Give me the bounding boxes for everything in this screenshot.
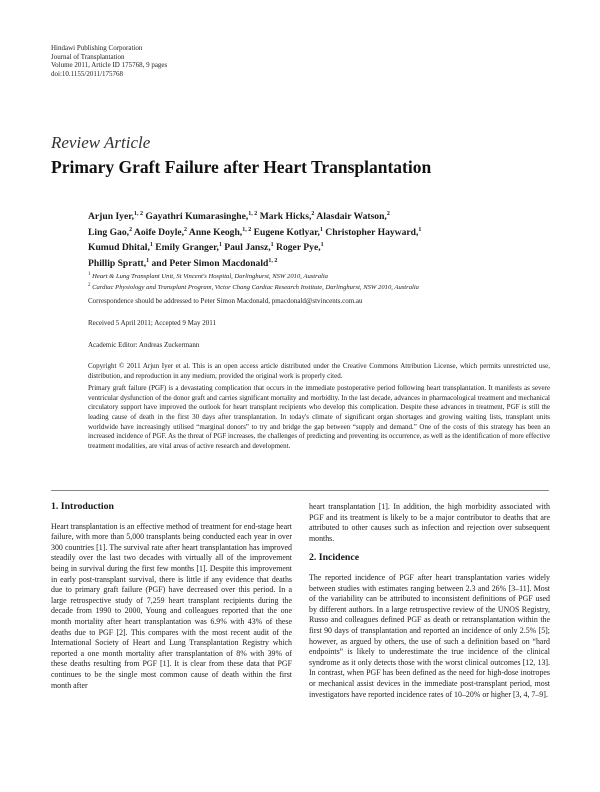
- author: and Peter Simon Macdonald$^{1, 2}$: [149, 257, 278, 269]
- introduction-paragraph: Heart transplantation is an effective method of treatment for end-stage heart failure, with more than 5,000 transplants being conducted each year in over 300 countries [1]. The survival rate after heart transplantation has improved steadily over the last two decades with virtually all of the improvement being in survival during the first few months [1]. Despite this improvement in early post-transplant survival, there is little if any evidence that deaths due to primary graft failure (PGF) have decreased over this period. In a large retrospective study of 7,259 heart transplant recipients during the decade from 1990 to 2000, Young and colleagues reported that the one month mortality after heart transplantation was 6.9% with 43% of these deaths due to PGF [2]. This compares with the most recent audit of the International Society of Heart and Lung Transplantation Registry which reported a one month mortality after transplantation of 8% with 39% of these deaths resulting from PGF [1]. It is clear from these data that PGF continues to be the single most common cause of death within the first month after: [51, 521, 292, 690]
- affiliation: $^1$ Heart & Lung Transplant Unit, St Vincent's Hospital, Darlinghurst, NSW 2010, Australia: [88, 272, 328, 281]
- abstract: Primary graft failure (PGF) is a devastating complication that occurs in the immediate postoperative period following heart transplantation. It manifests as severe ventricular dysfunction of the donor graft and carries significant mortality and morbidity. In the last decade, advances in pharmacological treatment and mechanical circulatory support have improved the outlook for heart transplant recipients who develop this complication. Despite these advances in treatment, PGF is still the leading cause of death in the first 30 days after transplantation. In today's climate of significant organ shortages and growing waiting lists, transplant units worldwide have increasingly utilised “marginal donors” to try and bridge the gap between “supply and demand.” One of the costs of this strategy has been an increased incidence of PGF. As the threat of PGF increases, the challenges of predicting and preventing its occurrence, as well as the identification of more effective treatment modalities, are vital areas of active research and development.: [88, 384, 550, 450]
- author: Anne Keogh,$^{1, 2}$: [187, 226, 252, 238]
- received-dates: Received 5 April 2011; Accepted 9 May 2011: [88, 319, 216, 327]
- affiliation: $^2$ Cardiac Physiology and Transplant Program, Victor Chang Cardiac Research Institute, Darlinghurst, NSW 2010, Australia: [88, 283, 419, 292]
- article-type: Review Article: [51, 133, 151, 152]
- introduction-heading: 1. Introduction: [51, 501, 114, 512]
- author: Paul Jansz,$^1$: [221, 242, 274, 254]
- author: Alasdair Watson,$^2$: [314, 211, 390, 223]
- author: Aoife Doyle,$^2$: [132, 226, 188, 238]
- article-title: Primary Graft Failure after Heart Transplantation: [51, 157, 432, 177]
- author: Kumud Dhital,$^1$: [88, 242, 153, 254]
- author: Ling Gao,$^2$: [88, 226, 133, 238]
- doi: doi:10.1155/2011/175768: [51, 69, 124, 78]
- journal-header: [51, 44, 167, 78]
- author: Emily Granger,$^1$: [152, 242, 222, 254]
- author-list: [88, 208, 558, 270]
- incidence-heading: 2. Incidence: [309, 552, 360, 564]
- author: Mark Hicks,$^2$: [257, 211, 315, 223]
- author: Gayathri Kumarasinghe,$^{1, 2}$: [143, 211, 258, 223]
- journal-name: Journal of Transplantation: [51, 52, 125, 61]
- section-divider: [51, 490, 549, 491]
- author: Phillip Spratt,$^1$: [88, 257, 150, 269]
- introduction-paragraph-continued: heart transplantation [1]. In addition, the high morbidity associated with PGF and its treatment is likely to be a major contributor to deaths that are attributed to other causes such as infection and rejection over subsequent months.: [309, 502, 550, 543]
- right-column: [309, 502, 550, 700]
- publisher-name: Hindawi Publishing Corporation: [51, 44, 143, 52]
- author: Eugene Kotlyar,$^1$: [251, 226, 323, 238]
- affiliations: [88, 270, 558, 293]
- author: Arjun Iyer,$^{1, 2}$: [88, 211, 144, 223]
- author: Christopher Hayward,$^1$: [322, 226, 422, 238]
- volume-info: Volume 2011, Article ID 175768, 9 pages: [51, 61, 168, 70]
- left-column: [51, 502, 292, 691]
- author: Roger Pye,$^1$: [273, 242, 324, 254]
- incidence-paragraph: The reported incidence of PGF after heart transplantation varies widely between studies with estimates ranging between 2.3 and 26% [3–11]. Most of the variability can be attributed to inconsistent definitions of PGF used by different authors. In a large retrospective review of the UNOS Registry, Russo and colleagues defined PGF as death or retransplantation within the first 90 days of transplantation and reported an incidence of only 2.5% [5]; however, as argued by others, the use of such a definition based on “hard endpoints” is likely to underestimate the true incidence of the clinical syndrome as it only detects those with the worst clinical outcomes [12, 13]. In contrast, when PGF has been defined as the need for high-dose inotropes or mechanical assist devices in the immediate post-transplant period, most investigators have reported incidence rates of 10–20% or higher [3, 4, 7–9].: [309, 572, 550, 699]
- copyright-notice: Copyright © 2011 Arjun Iyer et al. This is an open access article distributed under the Creative Commons Attribution License, which permits unrestricted use, distribution, and reproduction in any medium, provided the original work is properly cited.: [88, 362, 550, 380]
- correspondence-note: Correspondence should be addressed to Peter Simon Macdonald, pmacdonald@stvincents.com.au: [88, 297, 363, 305]
- academic-editor: Academic Editor: Andreas Zuckermann: [88, 341, 200, 349]
